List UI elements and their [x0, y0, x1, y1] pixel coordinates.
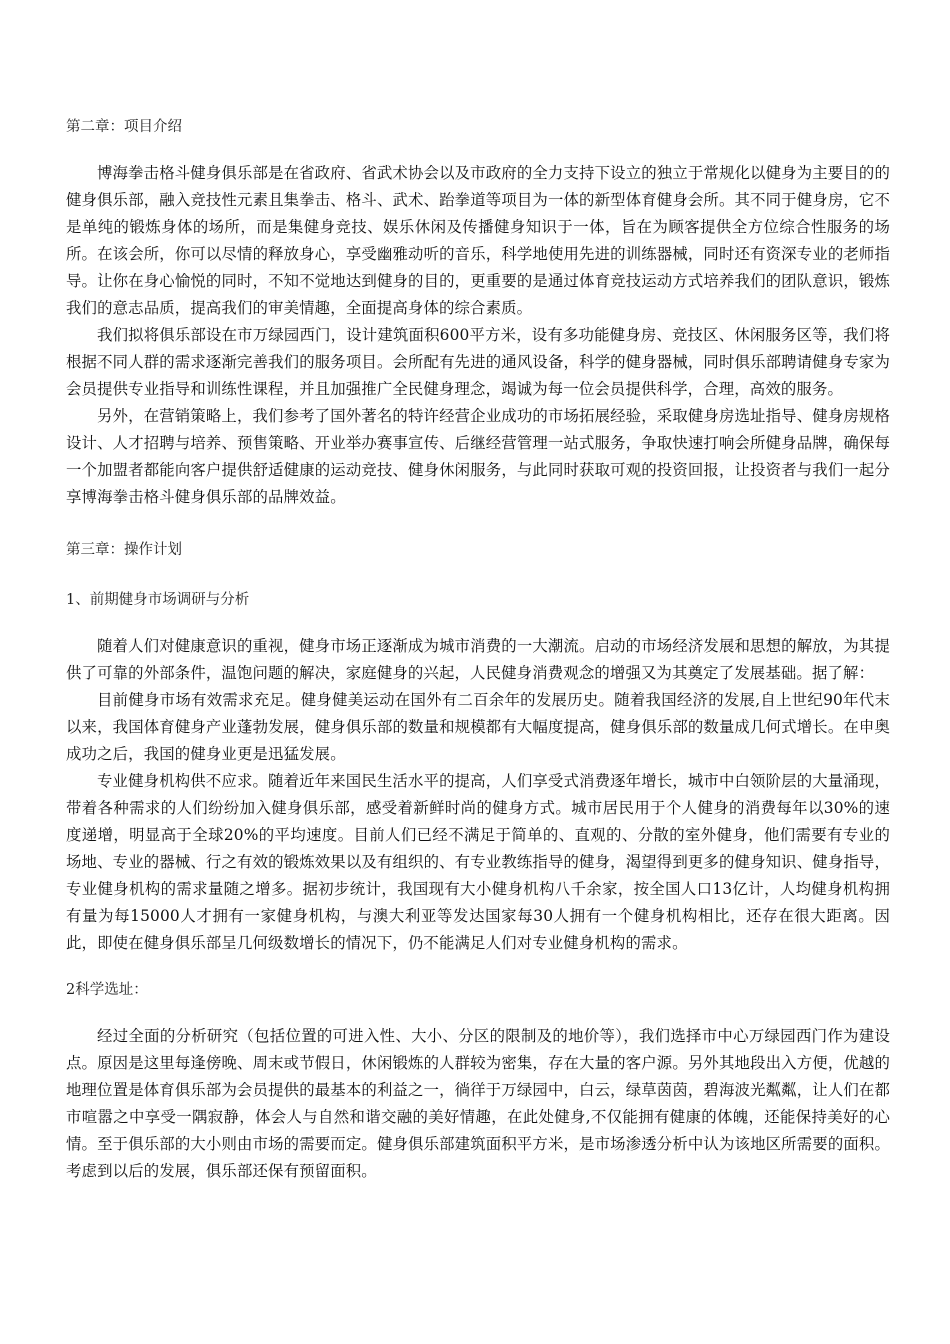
section-1-title: 1、前期健身市场调研与分析 — [66, 592, 250, 608]
document-page — [66, 96, 890, 1185]
chapter-3-title: 第三章：操作计划 — [66, 542, 182, 558]
paragraph: 另外，在营销策略上，我们参考了国外著名的特许经营企业成功的市场拓展经验，采取健身房选址指导、健身房规格设计、人才招聘与培养、预售策略、开业举办赛事宣传、后继经营管理一站式服务，争取快速打响会所健身品牌，确保每一个加盟者都能向客户提供舒适健康的运动竞技、健身休闲服务，与此同时获取可观的投资回报，让投资者与我们一起分享博海拳击格斗健身俱乐部的品牌效益。 — [66, 407, 890, 506]
paragraph: 随着人们对健康意识的重视，健身市场正逐渐成为城市消费的一大潮流。启动的市场经济发展和思想的解放，为其提供了可靠的外部条件，温饱问题的解决，家庭健身的兴起，人民健身消费观念的增强又为其奠定了发展基础。据了解： — [66, 637, 890, 682]
paragraph: 我们拟将俱乐部设在市万绿园西门，设计建筑面积600平方米，设有多功能健身房、竞技区、休闲服务区等，我们将根据不同人群的需求逐渐完善我们的服务项目。会所配有先进的通风设备，科学的健身器械，同时俱乐部聘请健身专家为会员提供专业指导和训练性课程，并且加强推广全民健身理念，竭诚为每一位会员提供科学，合理，高效的服务。 — [66, 326, 890, 398]
section-1-body — [66, 633, 890, 957]
chapter-2-body — [66, 160, 890, 511]
chapter-2-title: 第二章：项目介绍 — [66, 119, 182, 135]
paragraph: 目前健身市场有效需求充足。健身健美运动在国外有二百余年的发展历史。随着我国经济的发展,自上世纪90年代末以来，我国体育健身产业蓬勃发展，健身俱乐部的数量和规模都有大幅度提高，健身俱乐部的数量成几何式增长。在申奥成功之后，我国的健身业更是迅猛发展。 — [66, 691, 890, 763]
paragraph: 博海拳击格斗健身俱乐部是在省政府、省武术协会以及市政府的全力支持下设立的独立于常规化以健身为主要目的的健身俱乐部，融入竞技性元素且集拳击、格斗、武术、跆拳道等项目为一体的新型体育健身会所。其不同于健身房，它不是单纯的锻炼身体的场所，而是集健身竞技、娱乐休闲及传播健身知识于一体，旨在为顾客提供全方位综合性服务的场所。在该会所，你可以尽情的释放身心，享受幽雅动听的音乐，科学地使用先进的训练器械，同时还有资深专业的老师指导。让你在身心愉悦的同时，不知不觉地达到健身的目的，更重要的是通过体育竞技运动方式培养我们的团队意识，锻炼我们的意志品质，提高我们的审美情趣，全面提高身体的综合素质。 — [66, 164, 890, 317]
paragraph: 经过全面的分析研究（包括位置的可进入性、大小、分区的限制及的地价等），我们选择市中心万绿园西门作为建设点。原因是这里每逢傍晚、周末或节假日，休闲锻炼的人群较为密集，存在大量的客户源。另外其地段出入方便，优越的地理位置是体育俱乐部为会员提供的最基本的利益之一，徜徉于万绿园中，白云，绿草茵茵，碧海波光粼粼，让人们在都市喧嚣之中享受一隅寂静，体会人与自然和谐交融的美好情趣，在此处健身,不仅能拥有健康的体魄，还能保持美好的心情。至于俱乐部的大小则由市场的需要而定。健身俱乐部建筑面积平方米，是市场渗透分析中认为该地区所需要的面积。考虑到以后的发展，俱乐部还保有预留面积。 — [66, 1027, 890, 1180]
section-2-title: 2科学选址： — [66, 982, 148, 998]
section-2-body — [66, 1023, 890, 1185]
paragraph: 专业健身机构供不应求。随着近年来国民生活水平的提高，人们享受式消费逐年增长，城市中白领阶层的大量涌现，带着各种需求的人们纷纷加入健身俱乐部，感受着新鲜时尚的健身方式。城市居民用于个人健身的消费每年以30%的速度递增，明显高于全球20%的平均速度。目前人们已经不满足于简单的、直观的、分散的室外健身，他们需要有专业的场地、专业的器械、行之有效的锻炼效果以及有组织的、有专业教练指导的健身，渴望得到更多的健身知识、健身指导，专业健身机构的需求量随之增多。据初步统计，我国现有大小健身机构八千余家，按全国人口13亿计，人均健身机构拥有量为每15000人才拥有一家健身机构，与澳大利亚等发达国家每30人拥有一个健身机构相比，还存在很大距离。因此，即使在健身俱乐部呈几何级数增长的情况下，仍不能满足人们对专业健身机构的需求。 — [66, 772, 890, 952]
